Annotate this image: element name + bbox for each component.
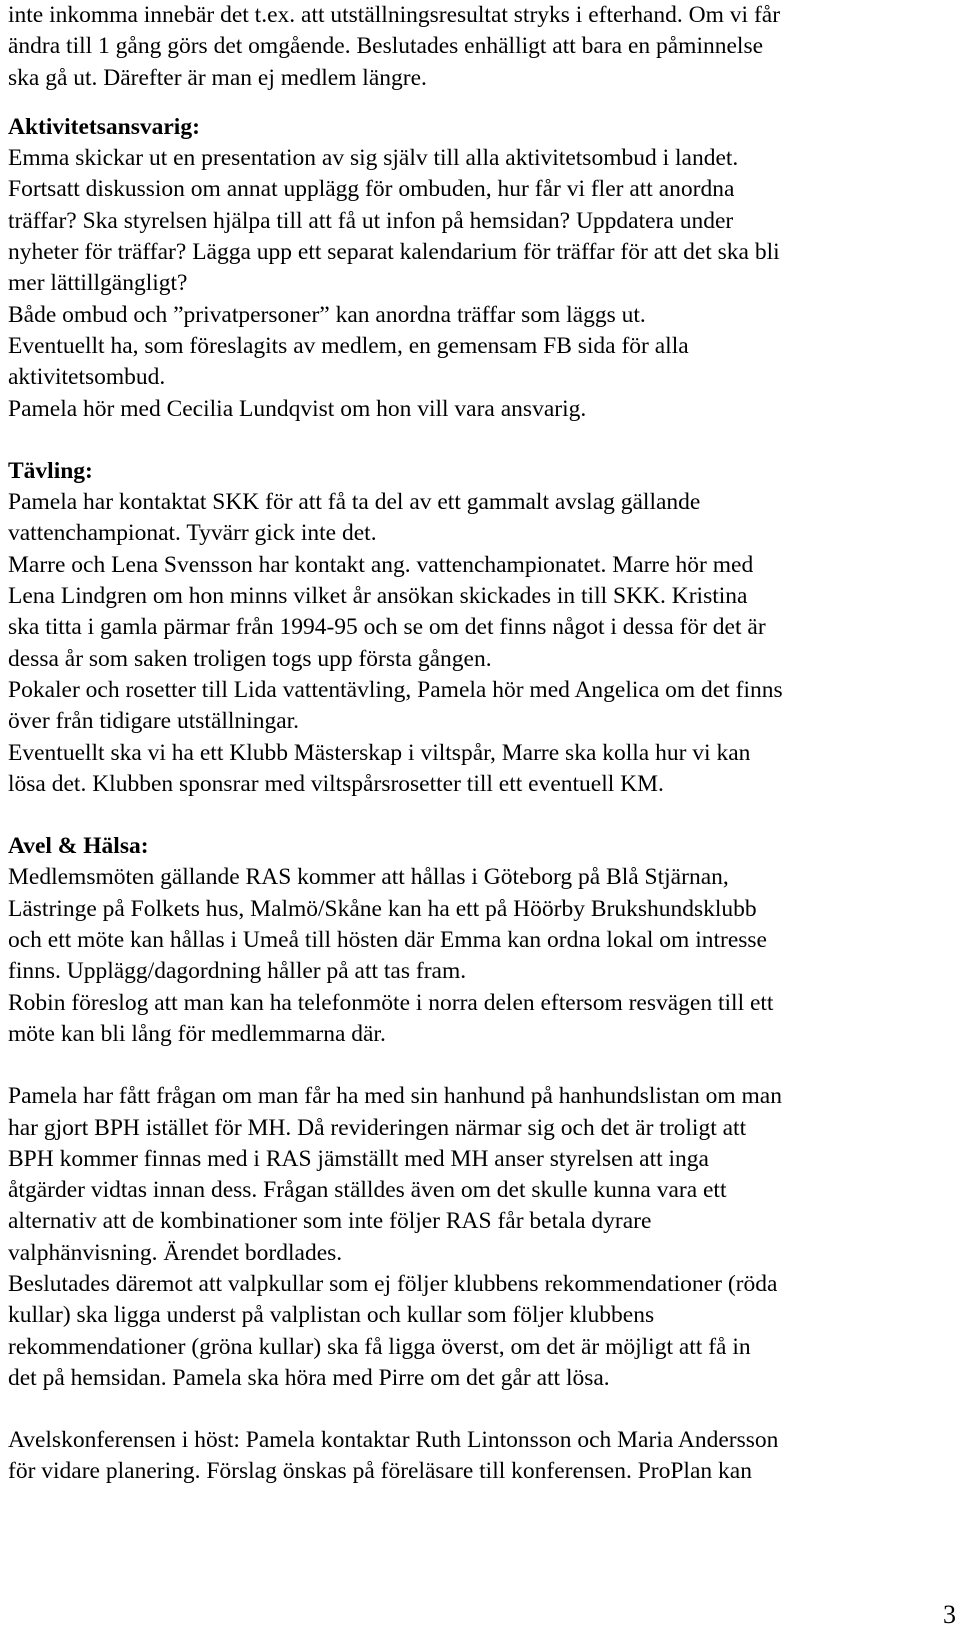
text-line: Fortsatt diskussion om annat upplägg för ombuden, hur får vi fler att anordna (8, 176, 735, 203)
text-line: mer lättillgängligt? (8, 270, 188, 297)
section-heading: Avel & Hälsa: (8, 833, 149, 860)
text-line: aktivitetsombud. (8, 364, 166, 391)
document-page (8, 0, 952, 1488)
section-avel-halsa (8, 831, 952, 1050)
text-line: Robin föreslog att man kan ha telefonmöte i norra delen eftersom resvägen till ett (8, 989, 774, 1016)
text-line: Pamela hör med Cecilia Lundqvist om hon vill vara ansvarig. (8, 395, 587, 422)
text-line: alternativ att de kombinationer som inte följer RAS får betala dyrare (8, 1208, 652, 1235)
text-line: Pokaler och rosetter till Lida vattentävling, Pamela hör med Angelica om det finns (8, 676, 783, 703)
text-line: möte kan bli lång för medlemmarna där. (8, 1020, 386, 1047)
text-line: kullar) ska ligga underst på valplistan och kullar som följer klubbens (8, 1302, 655, 1329)
paragraph-bph (8, 1081, 952, 1394)
section-tavling (8, 456, 952, 800)
section-heading: Tävling: (8, 457, 93, 484)
text-line: Lena Lindgren om hon minns vilket år ansökan skickades in till SKK. Kristina (8, 583, 748, 610)
text-line: Marre och Lena Svensson har kontakt ang. vattenchampionatet. Marre hör med (8, 551, 754, 578)
text-line: och ett möte kan hållas i Umeå till hösten där Emma kan ordna lokal om intresse (8, 927, 767, 954)
text-line: Emma skickar ut en presentation av sig själv till alla aktivitetsombud i landet. (8, 145, 739, 172)
intro-paragraph (8, 0, 952, 94)
text-line: ändra till 1 gång görs det omgående. Beslutades enhälligt att bara en påminnelse (8, 33, 764, 60)
text-line: Beslutades däremot att valpkullar som ej följer klubbens rekommendationer (röda (8, 1270, 778, 1297)
text-line: Både ombud och ”privatpersoner” kan anordna träffar som läggs ut. (8, 301, 646, 328)
text-line: över från tidigare utställningar. (8, 708, 300, 735)
text-line: BPH kommer finnas med i RAS jämställt med MH anser styrelsen att inga (8, 1145, 709, 1172)
text-line: träffar? Ska styrelsen hjälpa till att få ut infon på hemsidan? Uppdatera under (8, 207, 734, 234)
text-line: Medlemsmöten gällande RAS kommer att hållas i Göteborg på Blå Stjärnan, (8, 864, 729, 891)
text-line: Pamela har kontaktat SKK för att få ta del av ett gammalt avslag gällande (8, 489, 701, 516)
text-line: Avelskonferensen i höst: Pamela kontaktar Ruth Lintonsson och Maria Andersson (8, 1427, 779, 1454)
text-line: det på hemsidan. Pamela ska höra med Pirre om det går att lösa. (8, 1364, 610, 1391)
text-line: åtgärder vidtas innan dess. Frågan ställdes även om det skulle kunna vara ett (8, 1177, 727, 1204)
text-line: Pamela har fått frågan om man får ha med sin hanhund på hanhundslistan om man (8, 1083, 782, 1110)
section-aktivitetsansvarig (8, 112, 952, 425)
text-line: valphänvisning. Ärendet bordlades. (8, 1239, 343, 1266)
section-heading: Aktivitetsansvarig: (8, 113, 200, 140)
text-line: för vidare planering. Förslag önskas på föreläsare till konferensen. ProPlan kan (8, 1458, 752, 1485)
text-line: finns. Upplägg/dagordning håller på att tas fram. (8, 958, 467, 985)
text-line: nyheter för träffar? Lägga upp ett separat kalendarium för träffar för att det ska bli (8, 239, 780, 266)
text-line: dessa år som saken troligen togs upp första gången. (8, 645, 492, 672)
text-line: Lästringe på Folkets hus, Malmö/Skåne kan ha ett på Höörby Brukshundsklubb (8, 895, 757, 922)
text-line: vattenchampionat. Tyvärr gick inte det. (8, 520, 377, 547)
text-line: har gjort BPH istället för MH. Då revideringen närmar sig och det är troligt att (8, 1114, 747, 1141)
text-line: ska titta i gamla pärmar från 1994-95 och se om det finns något i dessa för det är (8, 614, 766, 641)
text-line: inte inkomma innebär det t.ex. att utställningsresultat stryks i efterhand. Om vi får (8, 2, 781, 28)
text-line: ska gå ut. Därefter är man ej medlem längre. (8, 64, 427, 91)
text-line: Eventuellt ska vi ha ett Klubb Mästerskap i viltspår, Marre ska kolla hur vi kan (8, 739, 751, 766)
text-line: lösa det. Klubben sponsrar med viltspårsrosetter till ett eventuell KM. (8, 770, 664, 797)
text-line: Eventuellt ha, som föreslagits av medlem, en gemensam FB sida för alla (8, 332, 689, 359)
text-line: rekommendationer (gröna kullar) ska få ligga överst, om det är möjligt att få in (8, 1333, 751, 1360)
paragraph-avelskonferens (8, 1425, 952, 1488)
page-number: 3 (943, 1600, 956, 1629)
